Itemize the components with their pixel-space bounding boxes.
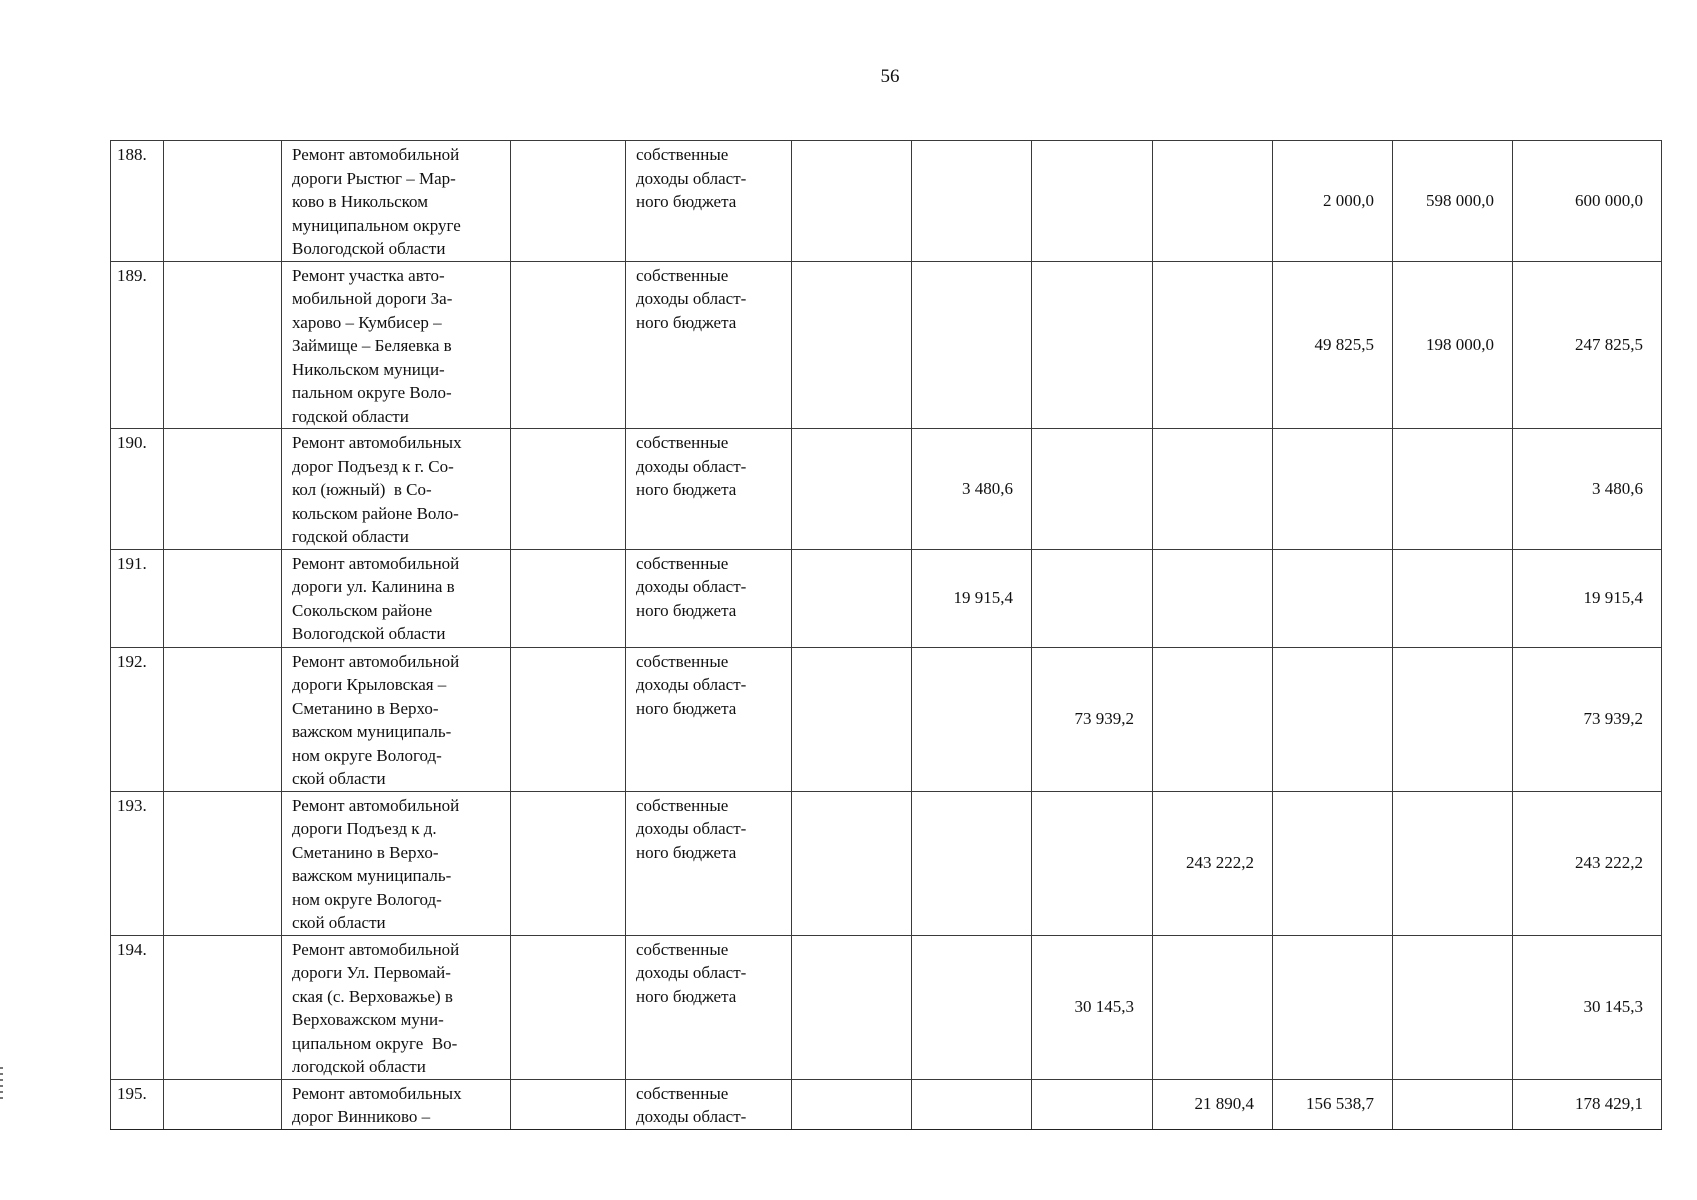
amount-cell (1153, 647, 1273, 791)
amount-cell (1393, 1079, 1513, 1129)
funding-source: собственные доходы област- ного бюджета (626, 141, 792, 262)
amount-cell: 21 890,4 (1153, 1079, 1273, 1129)
amount-cell: 19 915,4 (1513, 549, 1662, 647)
amount-cell: 156 538,7 (1273, 1079, 1393, 1129)
amount-cell (912, 1079, 1032, 1129)
object-name: Ремонт автомобильных дорог Винниково – (282, 1079, 511, 1129)
page-number: 56 (880, 66, 900, 87)
amount-cell (1273, 647, 1393, 791)
empty-cell (164, 549, 282, 647)
amount-cell: 19 915,4 (912, 549, 1032, 647)
object-name: Ремонт автомобильных дорог Подъезд к г. Со- кол (южный) в Со- кольском районе Воло- годской области (282, 429, 511, 550)
empty-cell (511, 1079, 626, 1129)
row-number: 189. (111, 261, 164, 429)
funding-source: собственные доходы област- ного бюджета (626, 791, 792, 935)
empty-cell (164, 261, 282, 429)
table-row (111, 429, 1662, 550)
amount-cell (792, 429, 912, 550)
empty-cell (511, 549, 626, 647)
table-row (111, 791, 1662, 935)
amount-cell (792, 791, 912, 935)
amount-cell (792, 647, 912, 791)
row-number: 191. (111, 549, 164, 647)
empty-cell (164, 1079, 282, 1129)
amount-cell (1393, 791, 1513, 935)
amount-cell (912, 261, 1032, 429)
amount-cell (1032, 429, 1153, 550)
amount-cell: 243 222,2 (1153, 791, 1273, 935)
funding-source: собственные доходы област- ного бюджета (626, 549, 792, 647)
amount-cell: 247 825,5 (1513, 261, 1662, 429)
empty-cell (164, 647, 282, 791)
amount-cell (792, 935, 912, 1079)
amount-cell: 30 145,3 (1032, 935, 1153, 1079)
empty-cell (511, 647, 626, 791)
row-number: 195. (111, 1079, 164, 1129)
amount-cell (1153, 935, 1273, 1079)
funding-source: собственные доходы област- ного бюджета (626, 261, 792, 429)
funding-source: собственные доходы област- ного бюджета (626, 935, 792, 1079)
funding-source: собственные доходы област- ного бюджета (626, 647, 792, 791)
amount-cell (1393, 549, 1513, 647)
amount-cell (1273, 935, 1393, 1079)
amount-cell (1393, 647, 1513, 791)
amount-cell: 73 939,2 (1513, 647, 1662, 791)
amount-cell (912, 647, 1032, 791)
amount-cell (792, 141, 912, 262)
amount-cell (1032, 261, 1153, 429)
empty-cell (511, 791, 626, 935)
table-row (111, 141, 1662, 262)
row-number: 192. (111, 647, 164, 791)
object-name: Ремонт автомобильной дороги Крыловская – Сметанино в Верхо- важском муниципаль- ном округе Вологод- ской области (282, 647, 511, 791)
amount-cell (792, 549, 912, 647)
empty-cell (511, 429, 626, 550)
table-row (111, 935, 1662, 1079)
object-name: Ремонт автомобильной дороги Рыстюг – Мар- ково в Никольском муниципальном округе Вологодской области (282, 141, 511, 262)
amount-cell (1273, 429, 1393, 550)
table-row (111, 647, 1662, 791)
budget-table (110, 140, 1662, 1130)
amount-cell (1393, 935, 1513, 1079)
amount-cell (1153, 549, 1273, 647)
object-name: Ремонт автомобильной дороги ул. Калинина в Сокольском районе Вологодской области (282, 549, 511, 647)
amount-cell (1153, 429, 1273, 550)
empty-cell (164, 791, 282, 935)
amount-cell: 600 000,0 (1513, 141, 1662, 262)
amount-cell (792, 261, 912, 429)
amount-cell (1393, 429, 1513, 550)
empty-cell (511, 261, 626, 429)
amount-cell: 3 480,6 (912, 429, 1032, 550)
row-number: 194. (111, 935, 164, 1079)
amount-cell (1153, 141, 1273, 262)
amount-cell: 198 000,0 (1393, 261, 1513, 429)
funding-source: собственные доходы област- ного бюджета (626, 429, 792, 550)
amount-cell (1032, 141, 1153, 262)
empty-cell (164, 935, 282, 1079)
object-name: Ремонт автомобильной дороги Ул. Первомай- ская (с. Верховажье) в Верховажском муни- ципальном округе Во- логодской области (282, 935, 511, 1079)
amount-cell (912, 791, 1032, 935)
amount-cell (1273, 549, 1393, 647)
table-row (111, 1079, 1662, 1129)
amount-cell: 178 429,1 (1513, 1079, 1662, 1129)
amount-cell (912, 935, 1032, 1079)
amount-cell: 73 939,2 (1032, 647, 1153, 791)
funding-source: собственные доходы област- (626, 1079, 792, 1129)
row-number: 188. (111, 141, 164, 262)
amount-cell (1273, 791, 1393, 935)
amount-cell (1032, 1079, 1153, 1129)
object-name: Ремонт участка авто- мобильной дороги За- харово – Кумбисер – Займище – Беляевка в Никольском муници- пальном округе Воло- годской области (282, 261, 511, 429)
row-number: 190. (111, 429, 164, 550)
amount-cell (1032, 791, 1153, 935)
scan-edge-mark (0, 1067, 3, 1101)
table-row (111, 261, 1662, 429)
amount-cell: 30 145,3 (1513, 935, 1662, 1079)
object-name: Ремонт автомобильной дороги Подъезд к д. Сметанино в Верхо- важском муниципаль- ном округе Вологод- ской области (282, 791, 511, 935)
empty-cell (511, 935, 626, 1079)
amount-cell (912, 141, 1032, 262)
amount-cell (792, 1079, 912, 1129)
row-number: 193. (111, 791, 164, 935)
amount-cell: 598 000,0 (1393, 141, 1513, 262)
amount-cell: 49 825,5 (1273, 261, 1393, 429)
empty-cell (164, 141, 282, 262)
amount-cell: 243 222,2 (1513, 791, 1662, 935)
empty-cell (511, 141, 626, 262)
table-row (111, 549, 1662, 647)
amount-cell: 2 000,0 (1273, 141, 1393, 262)
empty-cell (164, 429, 282, 550)
amount-cell (1153, 261, 1273, 429)
amount-cell (1032, 549, 1153, 647)
amount-cell: 3 480,6 (1513, 429, 1662, 550)
